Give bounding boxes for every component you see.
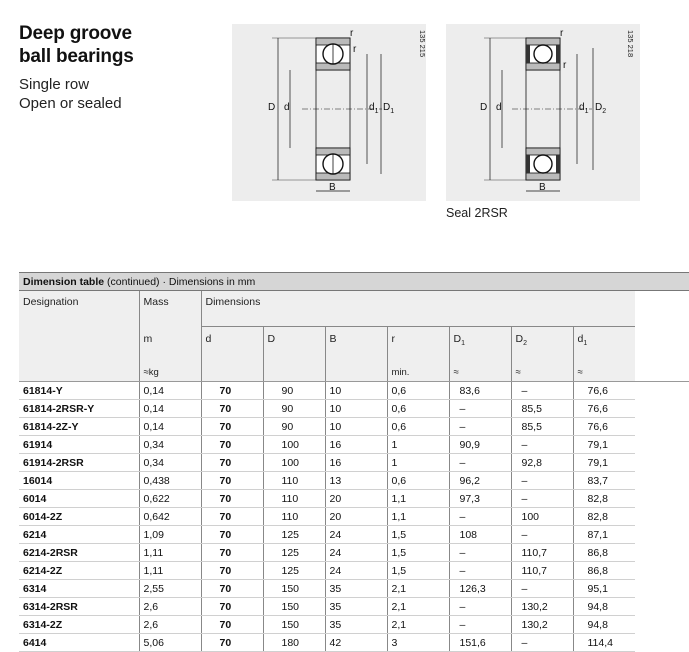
cell-d: 70 (201, 508, 263, 526)
table-row (19, 490, 689, 508)
table-row (19, 580, 689, 598)
cell-d: 70 (201, 382, 263, 400)
open-B-label: B (329, 182, 336, 193)
cell-mass: 1,09 (139, 526, 201, 544)
cell-b: 42 (325, 634, 387, 652)
table-row (19, 616, 689, 634)
cell-b: 35 (325, 598, 387, 616)
cell-d2: 85,5 (511, 418, 573, 436)
sealed-r-top-label: r (560, 28, 564, 39)
cell-designation: 6414 (19, 634, 139, 652)
header-designation: Designation (19, 291, 139, 327)
cell-d1: 126,3 (449, 580, 511, 598)
cell-d: 110 (263, 490, 325, 508)
table-row (19, 454, 689, 472)
subtitle-line-1: Single row (19, 76, 90, 93)
open-d1-label: $d_1$ (369, 102, 379, 115)
table-row (19, 634, 689, 652)
sealed-d1-label: $d_1$ (579, 102, 589, 115)
cell-d: 90 (263, 400, 325, 418)
cell-d1: – (449, 562, 511, 580)
cell-mass: 1,11 (139, 544, 201, 562)
cell-b: 10 (325, 418, 387, 436)
cell-d2: 130,2 (511, 616, 573, 634)
cell-b: 35 (325, 616, 387, 634)
table-row (19, 562, 689, 580)
cell-d: 70 (201, 544, 263, 562)
open-d-label: d (284, 102, 290, 113)
cell-d: 70 (201, 400, 263, 418)
cell-designation: 61814-2RSR-Y (19, 400, 139, 418)
table-header-row-2: m d D B r $D_1$ $D_2$ $d_1$ (19, 327, 689, 364)
cell-r: 1 (387, 454, 449, 472)
cell-designation: 6014 (19, 490, 139, 508)
cell-d: 180 (263, 634, 325, 652)
cell-d1: 86,8 (573, 562, 635, 580)
dimension-table (19, 272, 689, 652)
table-row (19, 436, 689, 454)
cell-d1: 83,7 (573, 472, 635, 490)
cell-designation: 6314-2Z (19, 616, 139, 634)
cell-designation: 6214-2RSR (19, 544, 139, 562)
cell-mass: 2,6 (139, 616, 201, 634)
cell-d: 90 (263, 382, 325, 400)
open-D1-label: $D_1$ (383, 102, 395, 115)
cell-designation: 6214 (19, 526, 139, 544)
cell-designation: 61914-2RSR (19, 454, 139, 472)
cell-d2: 92,8 (511, 454, 573, 472)
sealed-drawing-ref: 135 218 (626, 30, 635, 58)
cell-r: 1,5 (387, 526, 449, 544)
cell-r: 1,5 (387, 562, 449, 580)
cell-d2: 130,2 (511, 598, 573, 616)
cell-d: 125 (263, 544, 325, 562)
cell-d2: – (511, 580, 573, 598)
cell-r: 2,1 (387, 616, 449, 634)
cell-b: 24 (325, 544, 387, 562)
table-row (19, 400, 689, 418)
cell-r: 0,6 (387, 400, 449, 418)
table-caption: Dimension table (continued) · Dimensions in mm (19, 273, 689, 291)
cell-d1: 94,8 (573, 598, 635, 616)
table-header-row-3: ≈kg min. ≈ ≈ ≈ (19, 363, 689, 382)
cell-mass: 0,642 (139, 508, 201, 526)
cell-d1: 96,2 (449, 472, 511, 490)
cell-d1: – (449, 418, 511, 436)
cell-mass: 0,622 (139, 490, 201, 508)
cell-d1: 108 (449, 526, 511, 544)
cell-d1: 97,3 (449, 490, 511, 508)
cell-d: 125 (263, 526, 325, 544)
cell-d2: – (511, 526, 573, 544)
table-row (19, 598, 689, 616)
table-row (19, 526, 689, 544)
cell-d1: – (449, 454, 511, 472)
cell-d1: – (449, 400, 511, 418)
cell-d: 70 (201, 526, 263, 544)
cell-b: 10 (325, 400, 387, 418)
cell-d1: – (449, 616, 511, 634)
cell-d1: 95,1 (573, 580, 635, 598)
cell-b: 10 (325, 382, 387, 400)
title-line-1: Deep groove (19, 23, 132, 44)
cell-d: 70 (201, 436, 263, 454)
cell-d2: – (511, 472, 573, 490)
cell-b: 16 (325, 436, 387, 454)
header-mass: Mass (139, 291, 201, 327)
header-dimensions: Dimensions (201, 291, 635, 327)
cell-d: 125 (263, 562, 325, 580)
table-body (19, 382, 689, 652)
cell-d1: 76,6 (573, 400, 635, 418)
cell-b: 20 (325, 490, 387, 508)
cell-d: 70 (201, 634, 263, 652)
cell-mass: 0,14 (139, 382, 201, 400)
table-header-row-1 (19, 291, 689, 327)
cell-mass: 5,06 (139, 634, 201, 652)
table-row (19, 472, 689, 490)
cell-d1: 76,6 (573, 382, 635, 400)
cell-d: 110 (263, 508, 325, 526)
cell-d: 70 (201, 616, 263, 634)
cell-designation: 61814-2Z-Y (19, 418, 139, 436)
cell-r: 1,1 (387, 508, 449, 526)
table-row (19, 418, 689, 436)
cell-d1: 86,8 (573, 544, 635, 562)
cell-r: 1 (387, 436, 449, 454)
cell-d: 70 (201, 580, 263, 598)
cell-r: 3 (387, 634, 449, 652)
table-row (19, 382, 689, 400)
cell-d1: 87,1 (573, 526, 635, 544)
cell-d2: – (511, 490, 573, 508)
sealed-B-label: B (539, 182, 546, 193)
cell-designation: 6014-2Z (19, 508, 139, 526)
cell-d2: 85,5 (511, 400, 573, 418)
cell-r: 2,1 (387, 598, 449, 616)
cell-mass: 0,34 (139, 454, 201, 472)
cell-d2: – (511, 436, 573, 454)
cell-mass: 0,438 (139, 472, 201, 490)
title-line-2: ball bearings (19, 46, 134, 67)
cell-d1: 114,4 (573, 634, 635, 652)
cell-r: 2,1 (387, 580, 449, 598)
cell-d1: 94,8 (573, 616, 635, 634)
cell-mass: 2,55 (139, 580, 201, 598)
cell-b: 16 (325, 454, 387, 472)
cell-d2: 110,7 (511, 544, 573, 562)
table-row (19, 544, 689, 562)
open-bearing-drawing (232, 24, 426, 201)
sealed-r-side-label: r (563, 60, 567, 71)
cell-b: 24 (325, 526, 387, 544)
cell-r: 0,6 (387, 382, 449, 400)
cell-d1: 90,9 (449, 436, 511, 454)
cell-r: 1,5 (387, 544, 449, 562)
cell-d2: – (511, 382, 573, 400)
cell-r: 0,6 (387, 472, 449, 490)
cell-d2: 100 (511, 508, 573, 526)
seal-caption: Seal 2RSR (446, 206, 508, 220)
cell-b: 24 (325, 562, 387, 580)
table-row (19, 508, 689, 526)
sealed-D-label: D (480, 102, 488, 113)
cell-designation: 6314-2RSR (19, 598, 139, 616)
cell-mass: 2,6 (139, 598, 201, 616)
cell-d1: – (449, 544, 511, 562)
cell-d: 70 (201, 562, 263, 580)
cell-mass: 1,11 (139, 562, 201, 580)
cell-d2: 110,7 (511, 562, 573, 580)
open-drawing-ref: 135 215 (418, 30, 427, 58)
cell-d: 70 (201, 472, 263, 490)
cell-d: 110 (263, 472, 325, 490)
sealed-d-label: d (496, 102, 502, 113)
subtitle-line-2: Open or sealed (19, 95, 122, 112)
cell-b: 13 (325, 472, 387, 490)
cell-d1: 79,1 (573, 436, 635, 454)
cell-d1: 82,8 (573, 490, 635, 508)
cell-d: 70 (201, 598, 263, 616)
cell-d: 150 (263, 598, 325, 616)
cell-designation: 6314 (19, 580, 139, 598)
cell-d: 70 (201, 454, 263, 472)
open-D-label: D (268, 102, 276, 113)
cell-d: 150 (263, 616, 325, 634)
cell-designation: 16014 (19, 472, 139, 490)
cell-d: 90 (263, 418, 325, 436)
cell-d: 100 (263, 436, 325, 454)
cell-d1: 83,6 (449, 382, 511, 400)
cell-d: 150 (263, 580, 325, 598)
cell-r: 0,6 (387, 418, 449, 436)
cell-d: 100 (263, 454, 325, 472)
cell-designation: 61914 (19, 436, 139, 454)
cell-r: 1,1 (387, 490, 449, 508)
open-r-side-label: r (353, 44, 357, 55)
cell-d: 70 (201, 490, 263, 508)
cell-b: 20 (325, 508, 387, 526)
sealed-D2-label: $D_2$ (595, 102, 607, 115)
cell-designation: 61814-Y (19, 382, 139, 400)
open-r-top-label: r (350, 28, 354, 39)
cell-d1: 151,6 (449, 634, 511, 652)
page-title (19, 22, 134, 68)
cell-d1: – (449, 508, 511, 526)
cell-d1: – (449, 598, 511, 616)
cell-d1: 76,6 (573, 418, 635, 436)
cell-b: 35 (325, 580, 387, 598)
page-subtitle (19, 75, 122, 113)
cell-d1: 82,8 (573, 508, 635, 526)
cell-designation: 6214-2Z (19, 562, 139, 580)
cell-mass: 0,34 (139, 436, 201, 454)
cell-d1: 79,1 (573, 454, 635, 472)
sealed-bearing-drawing (446, 24, 640, 201)
cell-mass: 0,14 (139, 418, 201, 436)
cell-mass: 0,14 (139, 400, 201, 418)
cell-d2: – (511, 634, 573, 652)
cell-d: 70 (201, 418, 263, 436)
